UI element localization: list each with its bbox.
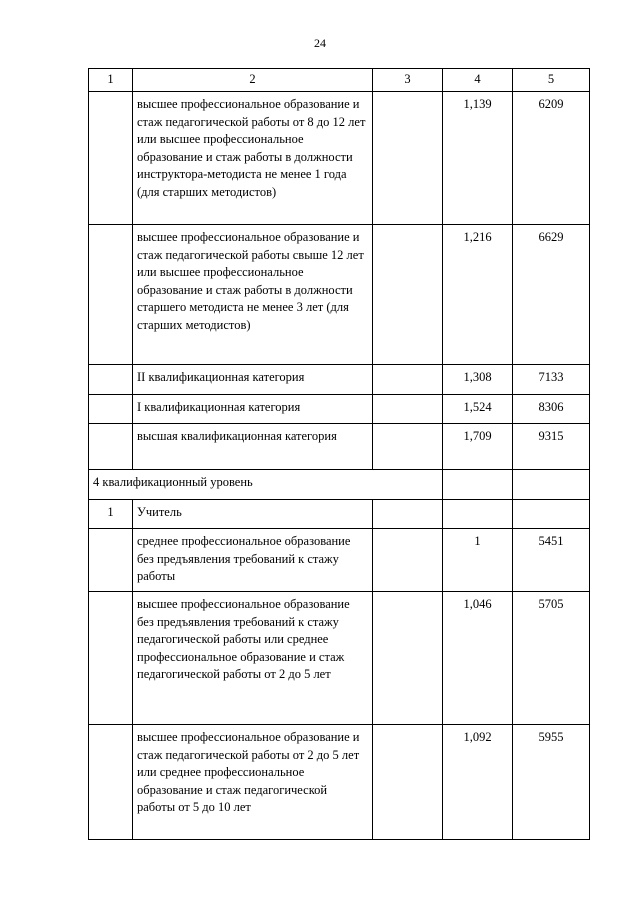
row-index: 1 <box>89 500 133 529</box>
section-title: 4 квалификационный уровень <box>89 470 443 500</box>
row-salary: 5451 <box>513 529 590 592</box>
table-row <box>89 725 590 840</box>
row-description: высшее профессиональное образование и стаж педагогической работы от 8 до 12 лет или высшее профессиональное образование и стаж работы в должности инструктора-методиста не менее 1 года (для старших методистов) <box>133 92 373 225</box>
row-salary: 7133 <box>513 365 590 395</box>
row-col3 <box>373 395 443 424</box>
row-salary: 6209 <box>513 92 590 225</box>
row-salary: 5955 <box>513 725 590 840</box>
row-index <box>89 92 133 225</box>
row-salary: 6629 <box>513 225 590 365</box>
row-description: высшее профессиональное образование без предъявления требований к стажу педагогической работы или среднее профессиональное образование и стаж педагогической работы от 2 до 5 лет <box>133 592 373 725</box>
row-description: II квалификационная категория <box>133 365 373 395</box>
row-coefficient <box>443 500 513 529</box>
page-number: 24 <box>314 36 326 50</box>
row-description: Учитель <box>133 500 373 529</box>
salary-table <box>88 68 590 840</box>
row-index <box>89 365 133 395</box>
section-row <box>89 470 590 500</box>
header-col-4: 4 <box>443 69 513 92</box>
row-col3 <box>373 225 443 365</box>
row-coefficient: 1,139 <box>443 92 513 225</box>
header-col-1: 1 <box>89 69 133 92</box>
row-coefficient: 1,046 <box>443 592 513 725</box>
row-index <box>89 225 133 365</box>
table-row <box>89 592 590 725</box>
table-row <box>89 225 590 365</box>
row-salary <box>513 500 590 529</box>
table-row <box>89 529 590 592</box>
row-description: среднее профессиональное образование без предъявления требований к стажу работы <box>133 529 373 592</box>
table-row <box>89 92 590 225</box>
row-col3 <box>373 725 443 840</box>
table-row <box>89 500 590 529</box>
row-col3 <box>373 92 443 225</box>
row-index <box>89 592 133 725</box>
row-salary <box>513 470 590 500</box>
row-coefficient: 1,092 <box>443 725 513 840</box>
row-description: I квалификационная категория <box>133 395 373 424</box>
row-col3 <box>373 529 443 592</box>
row-col3 <box>373 424 443 470</box>
row-col3 <box>373 500 443 529</box>
header-col-5: 5 <box>513 69 590 92</box>
row-index <box>89 395 133 424</box>
row-description: высшая квалификационная категория <box>133 424 373 470</box>
row-salary: 8306 <box>513 395 590 424</box>
table-row <box>89 395 590 424</box>
row-coefficient: 1,524 <box>443 395 513 424</box>
header-col-2: 2 <box>133 69 373 92</box>
header-row <box>89 69 590 92</box>
table-body <box>89 92 590 840</box>
header-col-3: 3 <box>373 69 443 92</box>
table-row <box>89 424 590 470</box>
row-coefficient: 1,308 <box>443 365 513 395</box>
row-index <box>89 529 133 592</box>
row-coefficient: 1,709 <box>443 424 513 470</box>
table-row <box>89 365 590 395</box>
row-coefficient <box>443 470 513 500</box>
row-coefficient: 1 <box>443 529 513 592</box>
row-coefficient: 1,216 <box>443 225 513 365</box>
table-header <box>89 69 590 92</box>
row-description: высшее профессиональное образование и стаж педагогической работы свыше 12 лет или высшее профессиональное образование и стаж работы в должности старшего методиста не менее 3 лет (для старших методистов) <box>133 225 373 365</box>
row-salary: 5705 <box>513 592 590 725</box>
row-col3 <box>373 365 443 395</box>
row-description: высшее профессиональное образование и стаж педагогической работы от 2 до 5 лет или среднее профессиональное образование и стаж педагогической работы от 5 до 10 лет <box>133 725 373 840</box>
row-index <box>89 424 133 470</box>
row-index <box>89 725 133 840</box>
row-salary: 9315 <box>513 424 590 470</box>
row-col3 <box>373 592 443 725</box>
